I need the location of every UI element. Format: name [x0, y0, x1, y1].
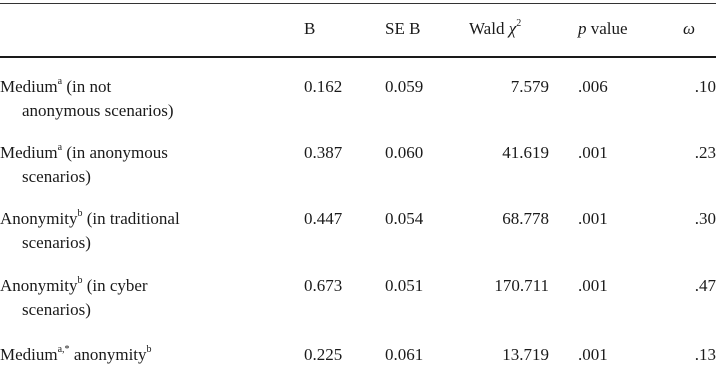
cell-b: 0.162: [304, 77, 343, 96]
cell-omega: .47: [694, 276, 716, 295]
row-label-main: Medium: [0, 143, 58, 162]
cell-se-b: 0.060: [385, 143, 424, 162]
row-label-main: Anonymity: [0, 276, 78, 295]
table-header-rule: [0, 56, 716, 58]
cell-wald: 41.619: [502, 143, 549, 162]
cell-p: .001: [578, 209, 608, 228]
row-label-rest: (in traditional: [82, 209, 180, 228]
cell-p: .001: [578, 276, 608, 295]
cell-wald: 68.778: [502, 209, 549, 228]
row-label-sup: a: [57, 142, 63, 154]
row-label-line2: scenarios): [22, 233, 91, 252]
row-label-main: Medium: [0, 77, 58, 96]
table-top-rule: [0, 3, 716, 4]
header-p-italic: p: [578, 19, 587, 38]
row-label: [0, 207, 180, 230]
row-label-sup: b: [77, 275, 83, 287]
cell-se-b: 0.061: [385, 345, 424, 364]
row-label: [0, 141, 168, 164]
cell-p: .006: [578, 77, 608, 96]
cell-b: 0.447: [304, 209, 343, 228]
cell-wald: 13.719: [502, 345, 549, 364]
row-label-line2: anonymous scenarios): [22, 101, 174, 120]
row-label-line2: scenarios): [22, 167, 91, 186]
row-label: [0, 75, 111, 98]
header-wald-prefix: Wald: [469, 19, 509, 38]
header-wald: [469, 17, 521, 40]
header-p-value: [578, 17, 628, 40]
cell-se-b: 0.054: [385, 209, 424, 228]
row-label-sup: a: [57, 76, 63, 88]
row-label-main: Medium: [0, 345, 58, 364]
cell-omega: .23: [694, 143, 716, 162]
cell-se-b: 0.051: [385, 276, 424, 295]
row-label-rest: (in not: [62, 77, 112, 96]
cell-omega: .13: [694, 345, 716, 364]
row-label: [0, 274, 148, 297]
cell-wald: 7.579: [510, 77, 549, 96]
cell-b: 0.387: [304, 143, 343, 162]
cell-b: 0.673: [304, 276, 343, 295]
header-p-rest: value: [586, 19, 628, 38]
row-label: [0, 343, 152, 366]
cell-b: 0.225: [304, 345, 343, 364]
cell-p: .001: [578, 345, 608, 364]
cell-wald: 170.711: [494, 276, 549, 295]
header-wald-sup: 2: [516, 18, 522, 30]
row-label-line2: scenarios): [22, 300, 91, 319]
row-label-sup: b: [77, 208, 83, 220]
cell-omega: .30: [694, 209, 716, 228]
row-label-rest: (in cyber: [82, 276, 148, 295]
header-se-b: SE B: [385, 19, 421, 38]
cell-p: .001: [578, 143, 608, 162]
row-label-sup: a,*: [57, 344, 70, 356]
cell-se-b: 0.059: [385, 77, 424, 96]
row-label-rest: anonymity: [69, 345, 147, 364]
row-label-sup2: b: [146, 344, 152, 356]
header-b: B: [304, 19, 316, 38]
row-label-rest: (in anonymous: [62, 143, 168, 162]
header-wald-chi: χ: [508, 19, 517, 38]
row-label-main: Anonymity: [0, 209, 78, 228]
header-omega: ω: [683, 19, 696, 38]
cell-omega: .10: [694, 77, 716, 96]
